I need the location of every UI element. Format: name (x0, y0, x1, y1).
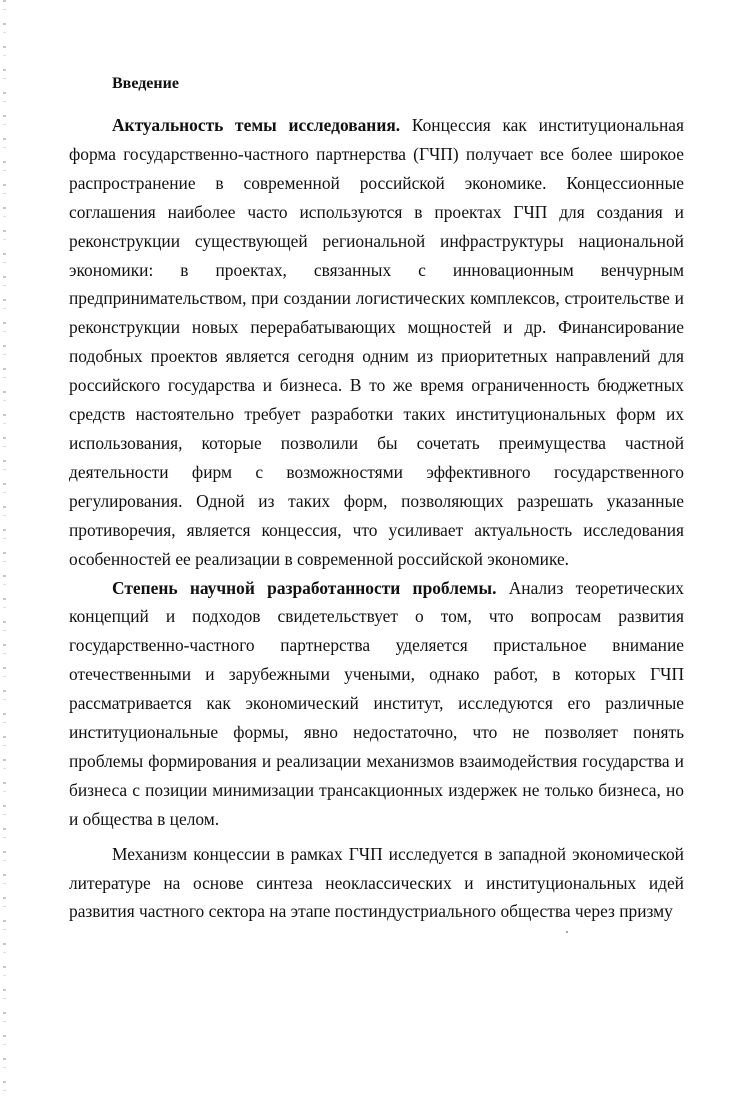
document-page (69, 74, 684, 926)
paragraph-text: Анализ теоретических концепций и подходов свидетельствует о том, что вопросам развития государственно-частного партнерства уделяется пристальное внимание отечественными и зарубежными учеными, однако работ, в которых ГЧП рассматривается как экономический институт, исследуются его различные институциональные формы, явно недостаточно, что не позволяет понять проблемы формирования и реализации механизмов взаимодействия государства и бизнеса с позиции минимизации трансакционных издержек не только бизнеса, но и общества в целом. (69, 577, 684, 829)
paragraph-text: Концессия как институциональная форма государственно-частного партнерства (ГЧП) получает все более широкое распространение в современной российской экономике. Концессионные соглашения наиболее часто используются в проектах ГЧП для создания и реконструкции существующей региональной инфраструктуры национальной экономики: в проектах, связанных с инновационным венчурным предпринимательством, при создании логистических комплексов, строительстве и реконструкции новых перерабатывающих мощностей и др. Финансирование подобных проектов является сегодня одним из приоритетных направлений для российского государства и бизнеса. В то же время ограниченность бюджетных средств настоятельно требует разработки таких институциональных форм их использования, которые позволили бы сочетать преимущества частной деятельности фирм с возможностями эффективного государственного регулирования. Одной из таких форм, позволяющих разрешать указанные противоречия, является концессия, что усиливает актуальность исследования особенностей ее реализации в современной российской экономике. (69, 115, 684, 569)
scan-speck (566, 931, 568, 933)
paragraph-elaboration (69, 574, 684, 834)
paragraph-text: Механизм концессии в рамках ГЧП исследуется в западной экономической литературе на основе синтеза неоклассических и институциональных идей развития частного сектора на этапе постиндустриального общества через призму (69, 843, 684, 922)
paragraph-lead: Степень научной разработанности проблемы. (112, 577, 497, 598)
section-heading: Введение (112, 75, 179, 92)
paragraph-relevance (69, 111, 684, 574)
scan-edge-artifact (3, 0, 6, 1100)
paragraph-mechanism (69, 840, 684, 927)
paragraph-lead: Актуальность темы исследования. (112, 115, 401, 135)
